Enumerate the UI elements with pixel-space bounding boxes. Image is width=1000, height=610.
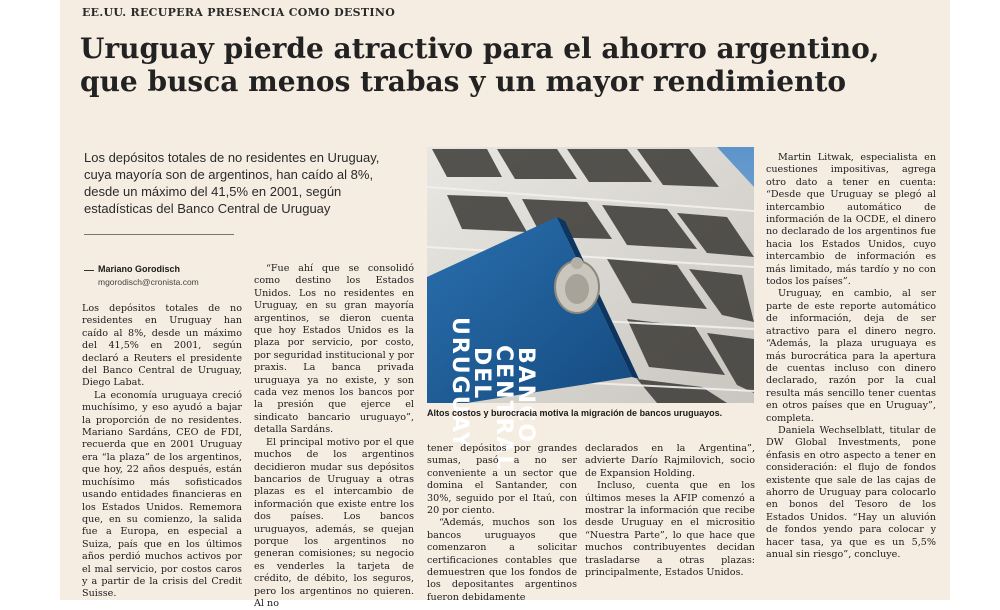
body-paragraph: “Además, muchos son los bancos uruguayos que comenzaron a solicitar certificaciones contables que demuestren que los fondos de los depositantes argentinos fueron debidamente — [427, 517, 577, 603]
body-paragraph: tener depósitos por grandes sumas, pasó a no ser conveniente a un sector que domina el Santander, con 30%, seguido por el Itaú, con 20 por ciento. — [427, 443, 577, 517]
body-paragraph: declarados en la Argentina”, advierte Darío Rajmilovich, socio de Expansion Holding. — [585, 443, 755, 479]
sign-word: CENTRAL — [491, 345, 516, 472]
sign-word: URUGUAY — [447, 317, 472, 450]
article-headline: Uruguay pierde atractivo para el ahorro argentino, que busca menos trabas y un mayor rendimiento — [80, 32, 880, 98]
body-column-5 — [766, 152, 936, 592]
sign-word: DEL — [469, 347, 494, 401]
photo-caption: Altos costos y burocracia motiva la migración de bancos uruguayos. — [427, 408, 723, 418]
body-paragraph: Los depósitos totales de no residentes en Uruguay han caído al 8%, desde un máximo del 41,5% en 2001, según declaró a Reuters el presidente del Banco Central de Uruguay, Diego Labat. — [82, 303, 242, 389]
article-standfirst: Los depósitos totales de no residentes en Uruguay, cuya mayoría son de argentinos, han caído al 8%, desde un máximo del 41,5% en 2001, según estadísticas del Banco Central de Uruguay — [84, 150, 380, 216]
standfirst-divider — [84, 234, 234, 235]
body-column-3 — [427, 443, 577, 603]
body-paragraph: Incluso, cuenta que en los últimos meses la AFIP comenzó a mostrar la información que recibe desde Uruguay en el micrositio “Nuestra Parte”, lo que hace que muchos contribuyentes decidan trasladarse a otras plazas: principalmente, Estados Unidos. — [585, 480, 755, 579]
article-kicker: EE.UU. RECUPERA PRESENCIA COMO DESTINO — [82, 6, 396, 19]
body-paragraph: Martin Litwak, especialista en cuestiones impositivas, agrega otro dato a tener en cuenta: “Desde que Uruguay se plegó al intercambio automático de información de la OCDE, el dinero no declarado de los argentinos fue hacia los Estados Unidos, cuyo intercambio de información es más limitado, más tardío y no con todos los países”. — [766, 152, 936, 288]
body-paragraph: La economía uruguaya creció muchísimo, y eso ayudó a bajar la proporción de no residentes. Mariano Sardáns, CEO de FDI, recuerda que en 2001 Uruguay era “la plaza” de los argentinos, que hoy, 22 años después, están muchísimo más sofisticados usando entidades financieras en los Estados Unidos. Rememora que, en su comienzo, la salida fue a Europa, en especial a Suiza, país que en los últimos años perdió muchos activos por el mal servicio, por costos caros y a partir de la crisis del Credit Suisse. — [82, 389, 242, 600]
author-email: mgorodisch@cronista.com — [98, 277, 199, 287]
body-column-1 — [82, 303, 242, 600]
sign-word: BANCO — [513, 347, 538, 445]
body-paragraph: El principal motivo por el que muchos de los argentinos decidieron mudar sus depósitos bancarios de Uruguay a otras plazas es el intercambio de información que existe entre los dos países. Los bancos uruguayos, además, se quejan porque los argentinos no generan comisiones; su negocio es venderles la tarjeta de crédito, de débito, los seguros, pero los argentinos no quieren. Al no — [254, 436, 414, 609]
body-column-2 — [254, 263, 414, 609]
body-paragraph: Daniela Wechselblatt, titular de DW Global Investments, pone énfasis en otro aspecto a tener en consideración: el flujo de fondos existente que sale de las cajas de ahorro de Uruguay para colocarlo en bonos del Tesoro de los Estados Unidos. “Hay un aluvión de fondos yendo para colocar y hacer tasa, ya que es un 5,5% anual sin riesgo”, concluye. — [766, 424, 936, 560]
body-paragraph: “Fue ahí que se consolidó como destino los Estados Unidos. Los no residentes en Uruguay, en su gran mayoría argentinos, se dieron cuenta que hoy Estados Unidos es la plaza por servicio, por costo, por seguridad institucional y por praxis. La banca privada uruguaya ya no existe, y son cada vez menos los bancos por la presión que ejerce el sindicato bancario uruguayo”, detalla Sardáns. — [254, 263, 414, 436]
author-name: Mariano Gorodisch — [84, 264, 284, 274]
body-paragraph: Uruguay, en cambio, al ser parte de este reporte automático de información, deja de ser atractivo para el dinero negro. “Además, la plaza uruguaya es más burocrática para la apertura de cuentas incluso con dinero declarado, razón por la cual resulta más sencillo tener cuentas en otros países que en Uruguay”, completa. — [766, 288, 936, 424]
newspaper-page — [60, 0, 950, 609]
body-column-4 — [585, 443, 755, 593]
